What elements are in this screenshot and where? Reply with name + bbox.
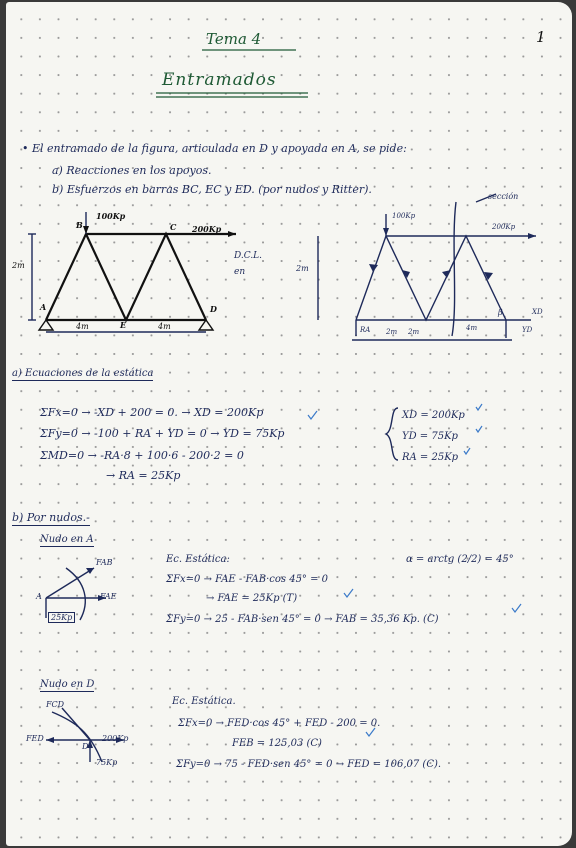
node-a-alpha: α = arctg (2/2) = 45° xyxy=(406,554,514,565)
node-d-fcd: FCD xyxy=(46,700,65,709)
result-xd: XD = 200Kp xyxy=(402,410,465,421)
node-a-label: Ec. Estática: xyxy=(166,554,230,565)
notebook-page xyxy=(6,2,572,846)
node-a-fab: FAB xyxy=(96,558,113,567)
right-ra: RA xyxy=(360,326,371,334)
part-a-eq-3: ΣMD=0 → -RA·8 + 100·6 - 200·2 = 0 xyxy=(40,449,244,462)
node-a-eq-2: ΣFy=0 → 25 - FAB·sen 45° = 0 → FAB = 35,36 Kp. (C) xyxy=(166,614,439,625)
left-node-a: A xyxy=(40,302,47,312)
left-node-d: D xyxy=(210,304,217,314)
node-d-h-force: 200Kp xyxy=(102,734,129,743)
load-b-arrow xyxy=(83,226,89,234)
right-yd: YD xyxy=(522,326,533,334)
part-a-eq-1: ΣFx=0 → -XD + 200 = 0. → XD = 200Kp xyxy=(40,406,264,419)
part-a-heading: a) Ecuaciones de la estática xyxy=(12,368,154,379)
page-title: Tema 4 xyxy=(206,30,262,48)
node-d-node: D xyxy=(82,742,89,751)
right-xd: XD xyxy=(532,308,543,316)
part-a-eq-4: → RA = 25Kp xyxy=(106,469,181,482)
node-a-eq-1b: → FAE = 25Kp (T) xyxy=(206,593,298,604)
node-a-eq-1: ΣFx=0 → FAE - FAB·cos 45° = 0 xyxy=(166,574,329,585)
problem-item-b: b) Esfuerzos en barras BC, EC y ED. (por nudos y Ritter). xyxy=(52,183,372,196)
problem-statement: • El entramado de la figura, articulada en D y apoyada en A, se pide: xyxy=(22,142,407,155)
node-a-node: A xyxy=(36,592,42,601)
truss-right xyxy=(318,194,536,340)
node-d-fed: FED xyxy=(26,734,44,743)
left-load-c: 200Kp xyxy=(192,224,222,234)
right-load-b: 100Kp xyxy=(392,212,416,220)
left-span-1: 4m xyxy=(76,322,89,331)
right-height: 2m xyxy=(296,264,309,273)
node-d-label: Ec. Estática. xyxy=(172,696,236,707)
node-a-ra: 25Kp xyxy=(48,612,75,623)
node-a-heading: Nudo en A xyxy=(40,534,94,545)
left-node-c: C xyxy=(170,222,177,232)
section-cut-line xyxy=(452,202,456,336)
left-node-b: B xyxy=(76,220,83,230)
right-beta: β xyxy=(498,308,503,317)
part-a-eq-2: ΣFy=0 → -100 + RA + YD = 0 → YD = 75Kp xyxy=(40,427,285,440)
node-d-v-force: 75Kp xyxy=(96,758,118,767)
problem-item-a: a) Reacciones en los apoyos. xyxy=(52,164,212,177)
result-ra: RA = 25Kp xyxy=(402,452,459,463)
result-yd: YD = 75Kp xyxy=(402,431,458,442)
left-load-b: 100Kp xyxy=(96,211,126,221)
right-dim-1: 2m xyxy=(386,328,398,336)
node-d-eq-1b: FEB = 125,03 (C) xyxy=(232,738,322,749)
results-brace xyxy=(386,408,398,460)
right-section-label: sección xyxy=(488,192,519,201)
node-a-fae: FAE xyxy=(100,592,117,601)
node-d-eq-1: ΣFx=0 → FED·cos 45° + FED - 200 = 0. xyxy=(178,718,381,729)
right-load-c: 200Kp xyxy=(492,223,516,231)
left-span-2: 4m xyxy=(158,322,171,331)
left-height: 2m xyxy=(12,261,25,270)
left-node-e: E xyxy=(120,320,127,330)
part-b-heading: b) Por nudos.- xyxy=(12,511,90,524)
page-subtitle: Entramados xyxy=(162,70,277,90)
load-c-arrow xyxy=(228,231,236,237)
node-d-heading: Nudo en D xyxy=(40,679,95,690)
page-number: 1 xyxy=(536,28,546,46)
right-dim-2: 2m xyxy=(408,328,420,336)
right-dim-3: 4m xyxy=(466,324,478,332)
node-d-eq-2: ΣFy=0 → 75 - FED·sen 45° = 0 → FED = 106,07 (C). xyxy=(176,759,442,770)
dcl-label: D.C.L. en xyxy=(234,251,263,277)
